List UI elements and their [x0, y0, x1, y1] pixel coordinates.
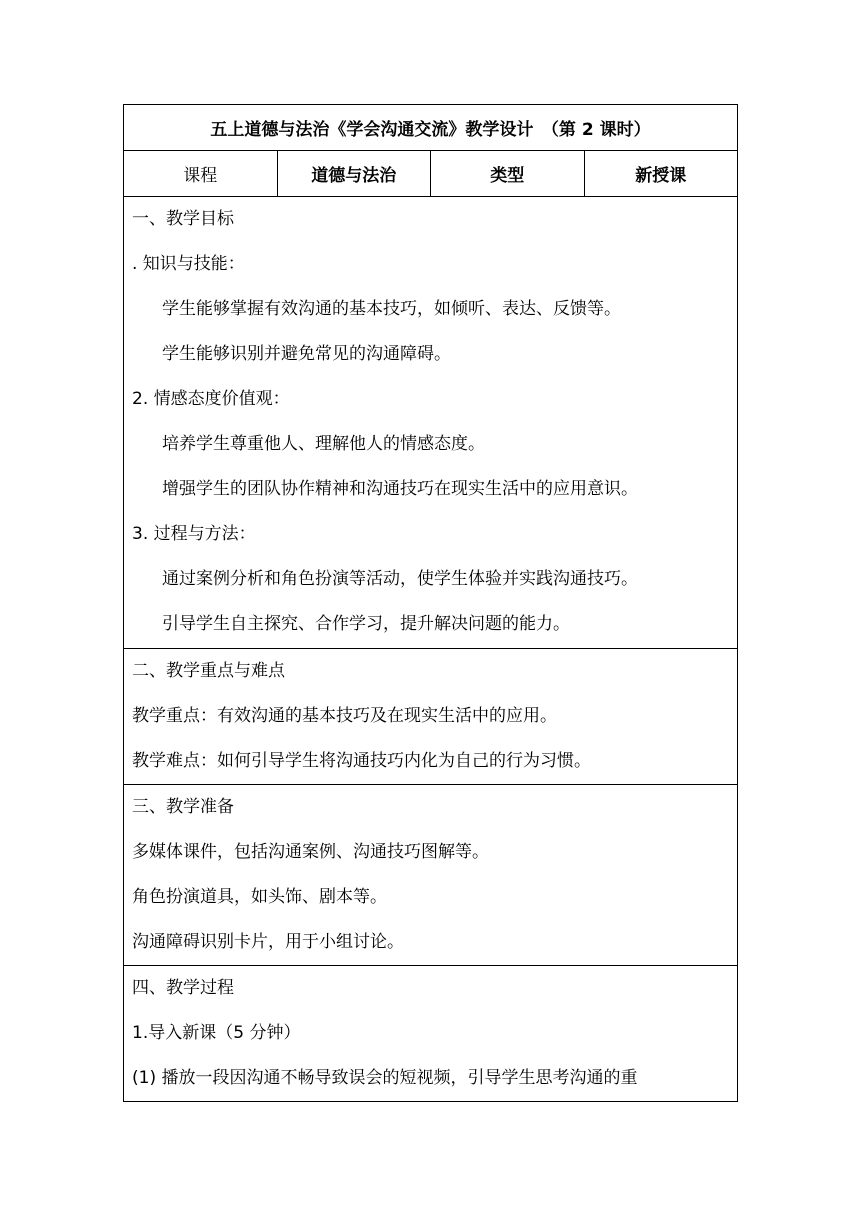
preparation-item: 沟通障碍识别卡片，用于小组讨论。 [132, 932, 404, 952]
objective-item: 增强学生的团队协作精神和沟通技巧在现实生活中的应用意识。 [162, 479, 638, 499]
section-teaching-objectives [124, 197, 737, 649]
section-heading: 二、教学重点与难点 [132, 661, 285, 681]
document-title: 五上道德与法治《学会沟通交流》教学设计 （第 2 课时） [124, 105, 737, 151]
info-header-row [124, 151, 737, 197]
lesson-plan-table [123, 104, 738, 1102]
subheading-process-methods: 3. 过程与方法： [132, 524, 256, 544]
section-heading: 一、教学目标 [132, 209, 234, 229]
section-heading: 三、教学准备 [132, 797, 234, 817]
objective-item: 学生能够识别并避免常见的沟通障碍。 [162, 344, 451, 364]
objective-item: 引导学生自主探究、合作学习，提升解决问题的能力。 [162, 614, 570, 634]
section-key-difficult-points [124, 649, 737, 785]
type-label-cell: 类型 [431, 151, 585, 196]
preparation-item: 多媒体课件，包括沟通案例、沟通技巧图解等。 [132, 842, 489, 862]
subheading-emotion-values: 2. 情感态度价值观： [132, 389, 290, 409]
course-label-cell: 课程 [124, 151, 278, 196]
section-teaching-process [124, 966, 737, 1101]
subheading-knowledge-skills: . 知识与技能： [132, 254, 245, 274]
difficult-point-item: 教学难点：如何引导学生将沟通技巧内化为自己的行为习惯。 [132, 751, 591, 771]
key-point-item: 教学重点：有效沟通的基本技巧及在现实生活中的应用。 [132, 706, 557, 726]
section-heading: 四、教学过程 [132, 978, 234, 998]
section-teaching-preparation [124, 785, 737, 966]
process-step-item: (1) 播放一段因沟通不畅导致误会的短视频，引导学生思考沟通的重 [132, 1068, 638, 1088]
process-step-item: 1.导入新课（5 分钟） [132, 1023, 301, 1043]
objective-item: 学生能够掌握有效沟通的基本技巧，如倾听、表达、反馈等。 [162, 299, 621, 319]
objective-item: 培养学生尊重他人、理解他人的情感态度。 [162, 434, 485, 454]
objective-item: 通过案例分析和角色扮演等活动，使学生体验并实践沟通技巧。 [162, 569, 638, 589]
course-value-cell: 道德与法治 [278, 151, 432, 196]
preparation-item: 角色扮演道具，如头饰、剧本等。 [132, 887, 387, 907]
type-value-cell: 新授课 [635, 166, 687, 186]
